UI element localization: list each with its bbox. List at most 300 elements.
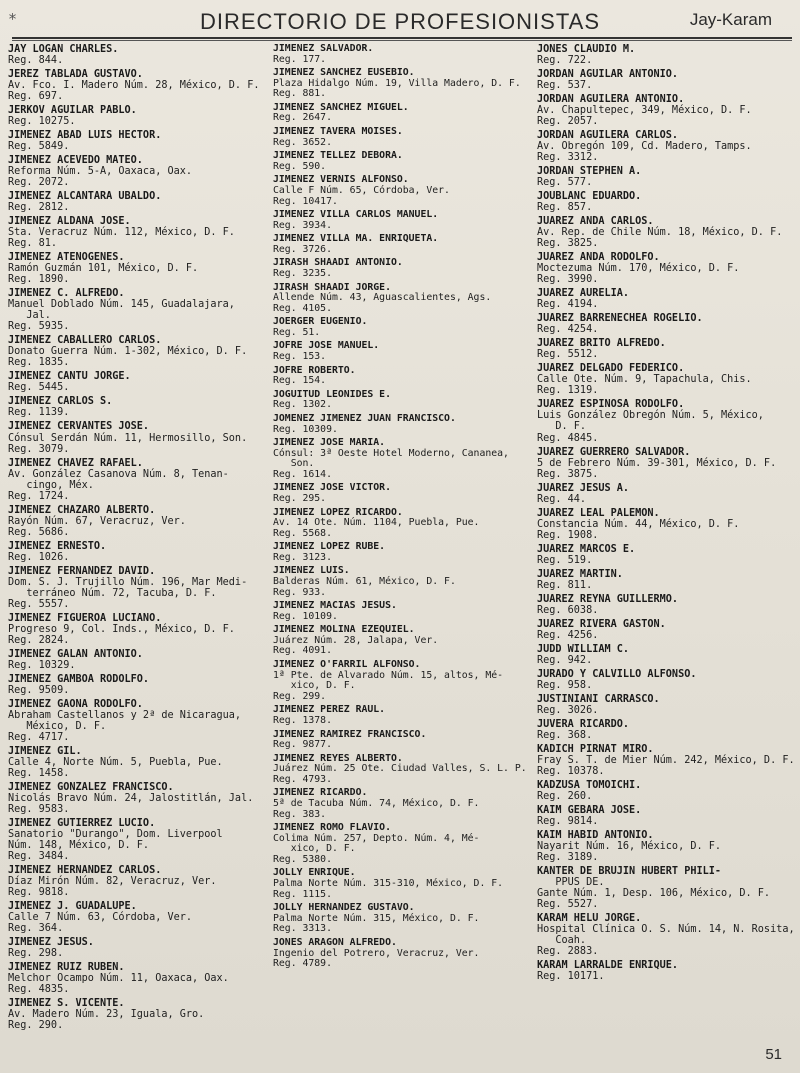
entry-registration: Reg. 9818. <box>8 887 70 899</box>
entry-name: JUAREZ BARRENECHEA ROGELIO. <box>537 313 703 325</box>
entry-name: JIMENEZ TAVERA MOISES. <box>273 126 403 138</box>
directory-entry <box>273 625 528 657</box>
directory-entry <box>537 544 795 566</box>
directory-entry <box>8 155 263 188</box>
directory-entry <box>8 458 263 502</box>
entry-registration: Reg. 81. <box>8 238 58 250</box>
entry-registration: Reg. 1319. <box>537 385 599 397</box>
directory-entry <box>537 69 795 91</box>
entry-address: D. F. <box>537 421 587 433</box>
entry-address: Av. Fco. I. Madero Núm. 28, México, D. F. <box>8 80 260 92</box>
entry-name: JUSTINIANI CARRASCO. <box>537 693 660 705</box>
entry-address: Sta. Veracruz Núm. 112, México, D. F. <box>8 227 235 239</box>
entry-registration: Reg. 10417. <box>273 195 338 207</box>
entry-name: JIMENEZ VILLA MA. ENRIQUETA. <box>273 233 439 245</box>
page-title: DIRECTORIO DE PROFESIONISTAS <box>199 9 600 34</box>
entry-address: Núm. 148, México, D. F. <box>8 840 150 852</box>
entry-name: JIRASH SHAADI JORGE. <box>273 281 391 293</box>
entry-name: JUVERA RICARDO. <box>537 718 630 730</box>
entry-registration: Reg. 1835. <box>8 357 70 369</box>
directory-entry <box>273 601 528 622</box>
entry-address: Fray S. T. de Mier Núm. 242, México, D. F. <box>537 754 795 766</box>
entry-address: Av. Chapultepec, 349, México, D. F. <box>537 105 752 117</box>
entry-registration: Reg. 299. <box>273 690 327 702</box>
directory-column-1 <box>8 44 263 1034</box>
entry-address: Calle Ote. Núm. 9, Tapachula, Chis. <box>537 374 752 386</box>
entry-registration: Reg. 722. <box>537 55 593 67</box>
entry-name: JORDAN AGUILERA CARLOS. <box>537 130 679 142</box>
directory-entry <box>273 127 528 148</box>
entry-address: Juárez Núm. 28, Jalapa, Ver. <box>273 634 439 646</box>
entry-registration: Reg. 590. <box>273 160 327 172</box>
entry-name: JIMENEZ MOLINA EZEQUIEL. <box>273 624 415 636</box>
entry-name: JIMENEZ LUIS. <box>273 565 350 577</box>
entry-address: Cónsul: 3ª Oeste Hotel Moderno, Cananea, <box>273 447 509 459</box>
directory-entry <box>8 998 263 1031</box>
directory-entry <box>537 744 795 777</box>
directory-entry <box>8 818 263 862</box>
directory-entry <box>273 938 528 970</box>
entry-address: Rayón Núm. 67, Veracruz, Ver. <box>8 515 186 527</box>
entry-address: Hospital Clínica O. S. Núm. 14, N. Rosita, <box>537 924 795 936</box>
entry-name: JUDD WILLIAM C. <box>537 643 630 655</box>
entry-name: KADZUSA TOMOICHI. <box>537 779 642 791</box>
entry-registration: Reg. 5686. <box>8 526 70 538</box>
entry-registration: Reg. 9583. <box>8 803 70 815</box>
directory-entry <box>273 44 528 65</box>
entry-address: Sanatorio "Durango", Dom. Liverpool <box>8 829 223 841</box>
page-header <box>0 0 800 40</box>
entry-address: Jal. <box>8 310 51 322</box>
entry-address: Juárez Núm. 25 Ote. Ciudad Valles, S. L. P. <box>273 763 527 775</box>
directory-entry <box>273 258 528 279</box>
entry-registration: Reg. 4793. <box>273 773 332 785</box>
entry-registration: Reg. 177. <box>273 53 327 65</box>
entry-registration: Reg. 2647. <box>273 112 332 124</box>
entry-address: Progreso 9, Col. Inds., México, D. F. <box>8 623 235 635</box>
entry-name: KAIM HABID ANTONIO. <box>537 830 654 841</box>
directory-entry <box>273 283 528 315</box>
entry-name: JIMENEZ VILLA CARLOS MANUEL. <box>273 209 439 221</box>
directory-entry <box>8 649 263 671</box>
entry-registration: Reg. 3934. <box>273 219 332 231</box>
directory-entry <box>8 746 263 779</box>
entry-registration: Reg. 857. <box>537 202 593 214</box>
entry-name: JIMENEZ FIGUEROA LUCIANO. <box>8 612 162 624</box>
entry-registration: Reg. 3123. <box>273 551 332 563</box>
entry-address: 1ª Pte. de Alvarado Núm. 15, altos, Mé- <box>273 669 504 681</box>
entry-name: JAY LOGAN CHARLES. <box>8 44 119 55</box>
directory-entry <box>273 508 528 540</box>
entry-name: JONES CLAUDIO M. <box>537 44 636 55</box>
entry-registration: Reg. 942. <box>537 654 593 666</box>
directory-entry <box>537 913 795 957</box>
directory-entry <box>537 805 795 827</box>
entry-name: KANTER DE BRUJIN HUBERT PHILI- <box>537 866 722 878</box>
entry-name: KAIM GEBARA JOSE. <box>537 804 642 816</box>
directory-entry <box>273 390 528 411</box>
entry-name: JUAREZ ESPINOSA RODOLFO. <box>537 399 685 411</box>
directory-entry <box>537 719 795 741</box>
entry-registration: Reg. 3875. <box>537 468 599 480</box>
entry-registration: Reg. 3189. <box>537 852 599 864</box>
entry-name: JIMENEZ JOSE MARIA. <box>273 437 386 449</box>
entry-address: cingo, Méx. <box>8 479 94 491</box>
entry-registration: Reg. 4845. <box>537 432 599 444</box>
directory-entry <box>537 44 795 66</box>
directory-column-3 <box>537 44 795 985</box>
directory-entry <box>537 288 795 310</box>
entry-name: JIMENEZ C. ALFREDO. <box>8 288 125 300</box>
entry-registration: Reg. 10329. <box>8 659 76 671</box>
directory-entry <box>273 566 528 598</box>
entry-name: JORDAN STEPHEN A. <box>537 166 642 178</box>
entry-registration: Reg. 10109. <box>273 610 338 622</box>
entry-name: JIMENEZ RUIZ RUBEN. <box>8 962 125 974</box>
entry-registration: Reg. 5557. <box>8 598 70 610</box>
entry-registration: Reg. 51. <box>273 326 321 338</box>
directory-entry <box>8 191 263 213</box>
directory-entry <box>8 674 263 696</box>
directory-entry <box>537 166 795 188</box>
entry-name: JIMENEZ PEREZ RAUL. <box>273 704 386 716</box>
directory-entry <box>537 483 795 505</box>
entry-name: JUAREZ RIVERA GASTON. <box>537 618 666 630</box>
directory-entry <box>537 447 795 480</box>
entry-name: JIMENEZ ABAD LUIS HECTOR. <box>8 130 162 142</box>
directory-entry <box>537 569 795 591</box>
entry-name: JOFRE ROBERTO. <box>273 364 356 376</box>
entry-registration: Reg. 2812. <box>8 202 70 214</box>
directory-entry <box>8 505 263 538</box>
entry-name: JIMENEZ GAONA RODOLFO. <box>8 698 143 710</box>
entry-registration: Reg. 5512. <box>537 349 599 361</box>
directory-entry <box>537 960 795 982</box>
directory-entry <box>8 216 263 249</box>
entry-registration: Reg. 811. <box>537 579 593 591</box>
entry-registration: Reg. 3235. <box>273 267 332 279</box>
entry-registration: Reg. 1302. <box>273 399 332 411</box>
entry-name: JIMENEZ SANCHEZ MIGUEL. <box>273 101 409 113</box>
entry-registration: Reg. 368. <box>537 729 593 741</box>
directory-entry <box>8 44 263 66</box>
entry-address: Gante Núm. 1, Desp. 106, México, D. F. <box>537 888 771 900</box>
directory-entry <box>8 396 263 418</box>
entry-registration: Reg. 154. <box>273 375 327 387</box>
entry-name: JORDAN AGUILERA ANTONIO. <box>537 94 685 106</box>
entry-registration: Reg. 5849. <box>8 141 70 153</box>
directory-entry <box>8 541 263 563</box>
directory-entry <box>273 754 528 786</box>
entry-name: JIMENEZ S. VICENTE. <box>8 998 125 1010</box>
entry-name: JUAREZ LEAL PALEMON. <box>537 507 660 519</box>
entry-registration: Reg. 1724. <box>8 490 70 502</box>
entry-registration: Reg. 5380. <box>273 853 332 865</box>
entry-name: JIMENEZ CARLOS S. <box>8 396 113 408</box>
entry-name: JIMENEZ SALVADOR. <box>273 44 374 54</box>
entry-address: Av. González Casanova Núm. 8, Tenan- <box>8 468 229 480</box>
entry-name: JUAREZ ANDA RODOLFO. <box>537 252 660 264</box>
entry-registration: Reg. 3825. <box>537 238 599 250</box>
directory-entry <box>273 68 528 100</box>
entry-name: JOLLY HERNANDEZ GUSTAVO. <box>273 902 415 914</box>
entry-address: Manuel Doblado Núm. 145, Guadalajara, <box>8 299 235 311</box>
entry-registration: Reg. 9509. <box>8 684 70 696</box>
entry-address: Palma Norte Núm. 315-310, México, D. F. <box>273 878 504 890</box>
entry-registration: Reg. 881. <box>273 88 327 100</box>
entry-name: JUAREZ BRITO ALFREDO. <box>537 338 666 350</box>
entry-address: Melchor Ocampo Núm. 11, Oaxaca, Oax. <box>8 973 229 985</box>
entry-address: Palma Norte Núm. 315, México, D. F. <box>273 912 480 924</box>
entry-name: JIMENEZ REYES ALBERTO. <box>273 752 403 764</box>
directory-entry <box>273 366 528 387</box>
entry-address: Allende Núm. 43, Aguascalientes, Ags. <box>273 292 492 304</box>
entry-address: Moctezuma Núm. 170, México, D. F. <box>537 263 740 275</box>
entry-address: Calle 7 Núm. 63, Córdoba, Ver. <box>8 912 193 924</box>
entry-registration: Reg. 5935. <box>8 321 70 333</box>
entry-name: JIMENEZ JOSE VICTOR. <box>273 482 391 494</box>
entry-address: Nicolás Bravo Núm. 24, Jalostitlán, Jal. <box>8 792 254 804</box>
directory-entry <box>537 130 795 163</box>
entry-address: Son. <box>273 458 315 470</box>
entry-address: Dom. S. J. Trujillo Núm. 196, Mar Medi- <box>8 576 248 588</box>
entry-registration: Reg. 2824. <box>8 634 70 646</box>
entry-name: JOMENEZ JIMENEZ JUAN FRANCISCO. <box>273 412 456 424</box>
entry-name: JUAREZ MARTIN. <box>537 568 623 580</box>
entry-address: Calle F Núm. 65, Córdoba, Ver. <box>273 184 450 196</box>
entry-address: 5 de Febrero Núm. 39-301, México, D. F. <box>537 457 777 469</box>
header-rule-thin <box>12 40 792 41</box>
directory-entry <box>8 937 263 959</box>
entry-name: JIMENEZ VERNIS ALFONSO. <box>273 174 409 186</box>
entry-name: JIMENEZ GIL. <box>8 745 82 757</box>
entry-registration: Reg. 260. <box>537 790 593 802</box>
entry-registration: Reg. 5568. <box>273 527 332 539</box>
entry-registration: Reg. 519. <box>537 554 593 566</box>
entry-address: Luis González Obregón Núm. 5, México, <box>537 410 764 422</box>
entry-registration: Reg. 1026. <box>8 551 70 563</box>
entry-registration: Reg. 153. <box>273 351 327 363</box>
directory-entry <box>537 191 795 213</box>
entry-name: JIMENEZ ALDANA JOSE. <box>8 216 131 228</box>
directory-entry <box>537 594 795 616</box>
directory-entry <box>537 780 795 802</box>
directory-entry <box>537 619 795 641</box>
directory-entry <box>537 363 795 396</box>
entry-name: JIMENEZ MACIAS JESUS. <box>273 600 397 612</box>
entry-registration: Reg. 4789. <box>273 958 332 970</box>
directory-entry <box>273 151 528 172</box>
entry-registration: Reg. 10378. <box>537 765 605 777</box>
entry-registration: Reg. 1139. <box>8 407 70 419</box>
directory-entry <box>8 288 263 332</box>
entry-registration: Reg. 577. <box>537 177 593 189</box>
entry-registration: Reg. 4091. <box>273 645 332 657</box>
entry-registration: Reg. 9877. <box>273 739 332 751</box>
directory-entry <box>273 175 528 207</box>
entry-registration: Reg. 1378. <box>273 714 332 726</box>
directory-entry <box>273 234 528 255</box>
entry-name: JIMENEZ J. GUADALUPE. <box>8 901 137 913</box>
entry-address: Ramón Guzmán 101, México, D. F. <box>8 263 199 275</box>
entry-registration: Reg. 6038. <box>537 604 599 616</box>
directory-entry <box>273 823 528 865</box>
entry-name: JIMENEZ ERNESTO. <box>8 540 107 552</box>
directory-entry <box>8 613 263 646</box>
entry-registration: Reg. 298. <box>8 948 64 960</box>
entry-address: Nayarit Núm. 16, México, D. F. <box>537 841 722 853</box>
entry-registration: Reg. 1115. <box>273 888 332 900</box>
entry-name: JUAREZ DELGADO FEDERICO. <box>537 363 685 375</box>
entry-registration: Reg. 1908. <box>537 529 599 541</box>
directory-entry <box>273 542 528 563</box>
directory-entry <box>537 669 795 691</box>
entry-name: JOGUITUD LEONIDES E. <box>273 388 391 400</box>
entry-name: JIMENEZ CERVANTES JOSE. <box>8 421 150 433</box>
entry-registration: Reg. 3484. <box>8 851 70 863</box>
entry-address: Coah. <box>537 935 587 947</box>
entry-registration: Reg. 10171. <box>537 971 605 983</box>
entry-name: JUAREZ MARCOS E. <box>537 543 636 555</box>
entry-registration: Reg. 844. <box>8 55 64 67</box>
entry-name: JIMENEZ O'FARRIL ALFONSO. <box>273 659 421 671</box>
entry-address: xico, D. F. <box>273 680 356 692</box>
entry-name: JIMENEZ HERNANDEZ CARLOS. <box>8 865 162 877</box>
entry-registration: Reg. 4835. <box>8 984 70 996</box>
entry-registration: Reg. 10275. <box>8 116 76 128</box>
entry-registration: Reg. 383. <box>273 808 327 820</box>
entry-name: JIMENEZ GONZALEZ FRANCISCO. <box>8 781 174 793</box>
directory-entry <box>8 335 263 368</box>
directory-entry <box>273 788 528 820</box>
entry-address: Av. Obregón 109, Cd. Madero, Tamps. <box>537 141 752 153</box>
entry-name: JOLLY ENRIQUE. <box>273 867 356 879</box>
entry-name: JIMENEZ LOPEZ RUBE. <box>273 541 386 553</box>
directory-entry <box>273 705 528 726</box>
entry-name: JIMENEZ ALCANTARA UBALDO. <box>8 191 162 203</box>
entry-name: JUAREZ ANDA CARLOS. <box>537 216 654 228</box>
directory-entry <box>273 868 528 900</box>
entry-name: JIMENEZ CABALLERO CARLOS. <box>8 335 162 347</box>
entry-registration: Reg. 537. <box>537 80 593 92</box>
entry-registration: Reg. 1458. <box>8 767 70 779</box>
entry-name: JIMENEZ ROMO FLAVIO. <box>273 822 391 834</box>
entry-name: JOERGER EUGENIO. <box>273 316 368 328</box>
directory-entry <box>273 438 528 480</box>
entry-address: Reforma Núm. 5-A, Oaxaca, Oax. <box>8 166 193 178</box>
entry-name: JIMENEZ GAMBOA RODOLFO. <box>8 673 150 685</box>
entry-registration: Reg. 9814. <box>537 815 599 827</box>
directory-entry <box>273 414 528 435</box>
entry-registration: Reg. 958. <box>537 679 593 691</box>
entry-address: Donato Guerra Núm. 1-302, México, D. F. <box>8 346 248 358</box>
entry-name: JONES ARAGON ALFREDO. <box>273 936 397 948</box>
directory-entry <box>273 483 528 504</box>
entry-name: JIMENEZ RICARDO. <box>273 787 368 799</box>
directory-entry <box>273 317 528 338</box>
entry-name: JIMENEZ GUTIERREZ LUCIO. <box>8 818 156 829</box>
entry-name: KARAM HELU JORGE. <box>537 913 642 925</box>
entry-registration: Reg. 3652. <box>273 136 332 148</box>
entry-registration: Reg. 3990. <box>537 274 599 286</box>
entry-address: Av. Rep. de Chile Núm. 18, México, D. F. <box>537 227 783 239</box>
directory-entry <box>537 694 795 716</box>
entry-name: JORDAN AGUILAR ANTONIO. <box>537 69 679 81</box>
page-number: 51 <box>765 1046 782 1063</box>
entry-name: JOUBLANC EDUARDO. <box>537 191 642 203</box>
directory-entry <box>273 730 528 751</box>
entry-name: JUAREZ GUERRERO SALVADOR. <box>537 446 691 458</box>
entry-name: JIMENEZ CANTU JORGE. <box>8 371 131 383</box>
entry-registration: Reg. 697. <box>8 91 64 103</box>
directory-entry <box>537 508 795 541</box>
entry-name: KADICH PIRNAT MIRO. <box>537 743 654 755</box>
entry-name: JIMENEZ ATENOGENES. <box>8 252 125 264</box>
directory-entry <box>8 252 263 285</box>
entry-address: México, D. F. <box>8 720 107 732</box>
entry-name: JIMENEZ TELLEZ DEBORA. <box>273 150 403 162</box>
entry-address: Díaz Mirón Núm. 82, Veracruz, Ver. <box>8 876 217 888</box>
entry-address: Cónsul Serdán Núm. 11, Hermosillo, Son. <box>8 432 248 444</box>
directory-entry <box>537 313 795 335</box>
entry-registration: Reg. 2072. <box>8 177 70 189</box>
directory-entry <box>8 105 263 127</box>
entry-registration: Reg. 5445. <box>8 382 70 394</box>
directory-entry <box>537 866 795 910</box>
directory-entry <box>8 901 263 934</box>
entry-address: Balderas Núm. 61, México, D. F. <box>273 576 456 588</box>
header-star-mark: * <box>8 10 18 28</box>
entry-registration: Reg. 3726. <box>273 243 332 255</box>
entry-name: JERKOV AGUILAR PABLO. <box>8 105 137 117</box>
entry-registration: Reg. 4105. <box>273 302 332 314</box>
directory-entry <box>8 865 263 898</box>
entry-address: Constancia Núm. 44, México, D. F. <box>537 518 740 530</box>
entry-registration: Reg. 2057. <box>537 116 599 128</box>
directory-entry <box>8 371 263 393</box>
directory-entry <box>537 216 795 249</box>
entry-name: JIRASH SHAADI ANTONIO. <box>273 257 403 269</box>
directory-entry <box>8 782 263 815</box>
entry-registration: Reg. 4717. <box>8 731 70 743</box>
entry-registration: Reg. 4254. <box>537 324 599 336</box>
directory-entry <box>273 210 528 231</box>
entry-address: PPUS DE. <box>537 877 605 889</box>
entry-address: xico, D. F. <box>273 843 356 855</box>
entry-address: Av. Madero Núm. 23, Iguala, Gro. <box>8 1009 205 1021</box>
entry-registration: Reg. 295. <box>273 492 327 504</box>
directory-entry <box>8 130 263 152</box>
entry-registration: Reg. 10309. <box>273 423 338 435</box>
entry-name: JIMENEZ CHAVEZ RAFAEL. <box>8 457 143 469</box>
directory-entry <box>537 338 795 360</box>
directory-entry <box>273 903 528 935</box>
entry-name: JIMENEZ FERNANDEZ DAVID. <box>8 565 156 577</box>
entry-name: JIMENEZ LOPEZ RICARDO. <box>273 506 403 518</box>
entry-address: Av. 14 Ote. Núm. 1104, Puebla, Pue. <box>273 517 480 529</box>
entry-name: JUAREZ JESUS A. <box>537 482 630 494</box>
entry-name: JIMENEZ SANCHEZ EUSEBIO. <box>273 67 415 79</box>
entry-name: KARAM LARRALDE ENRIQUE. <box>537 960 679 972</box>
entry-registration: Reg. 290. <box>8 1020 64 1032</box>
header-rule <box>12 37 792 39</box>
entry-name: JUAREZ AURELIA. <box>537 288 630 300</box>
entry-address: 5ª de Tacuba Núm. 74, México, D. F. <box>273 798 480 809</box>
directory-entry <box>537 252 795 285</box>
entry-name: JURADO Y CALVILLO ALFONSO. <box>537 668 697 680</box>
entry-address: terráneo Núm. 72, Tacuba, D. F. <box>8 587 217 599</box>
running-head-range: Jay-Karam <box>689 10 772 29</box>
